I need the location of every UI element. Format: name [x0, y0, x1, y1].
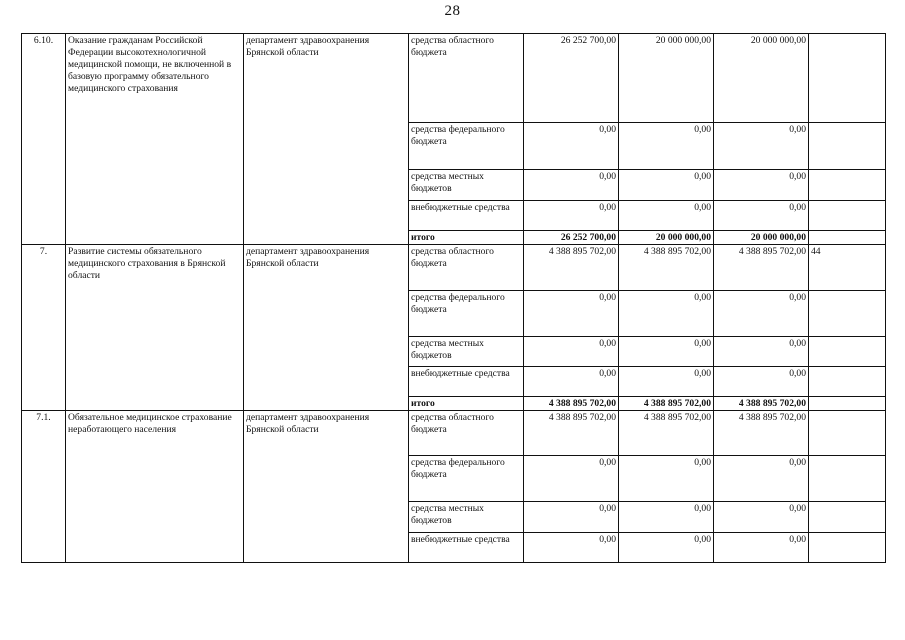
- amount-year-2: 20 000 000,00: [619, 231, 714, 245]
- amount-year-2: 4 388 895 702,00: [619, 245, 714, 291]
- amount-year-3: 20 000 000,00: [714, 34, 809, 123]
- amount-year-3: 0,00: [714, 337, 809, 367]
- amount-year-3: 4 388 895 702,00: [714, 397, 809, 411]
- page-number: 28: [444, 3, 461, 19]
- amount-year-1: 4 388 895 702,00: [524, 411, 619, 456]
- amount-year-3: 0,00: [714, 533, 809, 563]
- amount-year-1: 4 388 895 702,00: [524, 245, 619, 291]
- executor: департамент здравоохранения Брянской области: [244, 34, 409, 245]
- extra-cell: [809, 337, 886, 367]
- amount-year-2: 0,00: [619, 170, 714, 201]
- amount-year-3: 0,00: [714, 170, 809, 201]
- amount-year-3: 0,00: [714, 291, 809, 337]
- table-row: [22, 411, 886, 456]
- extra-cell: [809, 411, 886, 456]
- extra-cell: [809, 291, 886, 337]
- extra-cell: [809, 502, 886, 533]
- row-index: 7.: [22, 245, 66, 411]
- amount-year-1: 0,00: [524, 201, 619, 231]
- amount-year-2: 4 388 895 702,00: [619, 397, 714, 411]
- funding-source: внебюджетные средства: [409, 367, 524, 397]
- extra-cell: [809, 231, 886, 245]
- amount-year-3: 20 000 000,00: [714, 231, 809, 245]
- funding-source: итого: [409, 397, 524, 411]
- funding-source: средства областного бюджета: [409, 411, 524, 456]
- measure-name: Развитие системы обязательного медицинского страхования в Брянской области: [66, 245, 244, 411]
- amount-year-2: 20 000 000,00: [619, 34, 714, 123]
- amount-year-1: 0,00: [524, 170, 619, 201]
- amount-year-3: 0,00: [714, 502, 809, 533]
- amount-year-1: 26 252 700,00: [524, 34, 619, 123]
- amount-year-2: 0,00: [619, 337, 714, 367]
- amount-year-1: 4 388 895 702,00: [524, 397, 619, 411]
- row-index: 7.1.: [22, 411, 66, 563]
- extra-cell: [809, 170, 886, 201]
- extra-cell: [809, 123, 886, 170]
- extra-cell: [809, 34, 886, 123]
- funding-source: средства областного бюджета: [409, 245, 524, 291]
- executor: департамент здравоохранения Брянской области: [244, 245, 409, 411]
- extra-cell: [809, 456, 886, 502]
- funding-source: средства областного бюджета: [409, 34, 524, 123]
- amount-year-1: 0,00: [524, 502, 619, 533]
- table-row: [22, 34, 886, 123]
- executor: департамент здравоохранения Брянской области: [244, 411, 409, 563]
- amount-year-1: 0,00: [524, 367, 619, 397]
- amount-year-1: 26 252 700,00: [524, 231, 619, 245]
- amount-year-1: 0,00: [524, 291, 619, 337]
- funding-source: средства федерального бюджета: [409, 123, 524, 170]
- funding-source: средства местных бюджетов: [409, 502, 524, 533]
- amount-year-3: 4 388 895 702,00: [714, 245, 809, 291]
- amount-year-2: 4 388 895 702,00: [619, 411, 714, 456]
- amount-year-1: 0,00: [524, 123, 619, 170]
- amount-year-1: 0,00: [524, 337, 619, 367]
- amount-year-3: 0,00: [714, 456, 809, 502]
- extra-cell: [809, 367, 886, 397]
- amount-year-2: 0,00: [619, 502, 714, 533]
- budget-table: [21, 33, 886, 563]
- funding-source: средства федерального бюджета: [409, 456, 524, 502]
- measure-name: Оказание гражданам Российской Федерации высокотехнологичной медицинской помощи, не включенной в базовую программу обязательного медицинского страхования: [66, 34, 244, 245]
- funding-source: средства местных бюджетов: [409, 170, 524, 201]
- row-index: 6.10.: [22, 34, 66, 245]
- amount-year-3: 4 388 895 702,00: [714, 411, 809, 456]
- amount-year-3: 0,00: [714, 201, 809, 231]
- funding-source: средства федерального бюджета: [409, 291, 524, 337]
- measure-name: Обязательное медицинское страхование неработающего населения: [66, 411, 244, 563]
- extra-cell: 44: [809, 245, 886, 291]
- extra-cell: [809, 533, 886, 563]
- amount-year-2: 0,00: [619, 201, 714, 231]
- amount-year-2: 0,00: [619, 291, 714, 337]
- funding-source: внебюджетные средства: [409, 201, 524, 231]
- amount-year-2: 0,00: [619, 123, 714, 170]
- amount-year-2: 0,00: [619, 367, 714, 397]
- amount-year-3: 0,00: [714, 367, 809, 397]
- extra-cell: [809, 201, 886, 231]
- amount-year-1: 0,00: [524, 533, 619, 563]
- funding-source: средства местных бюджетов: [409, 337, 524, 367]
- amount-year-2: 0,00: [619, 456, 714, 502]
- extra-cell: [809, 397, 886, 411]
- funding-source: внебюджетные средства: [409, 533, 524, 563]
- amount-year-1: 0,00: [524, 456, 619, 502]
- amount-year-3: 0,00: [714, 123, 809, 170]
- table-row: [22, 245, 886, 291]
- funding-source: итого: [409, 231, 524, 245]
- amount-year-2: 0,00: [619, 533, 714, 563]
